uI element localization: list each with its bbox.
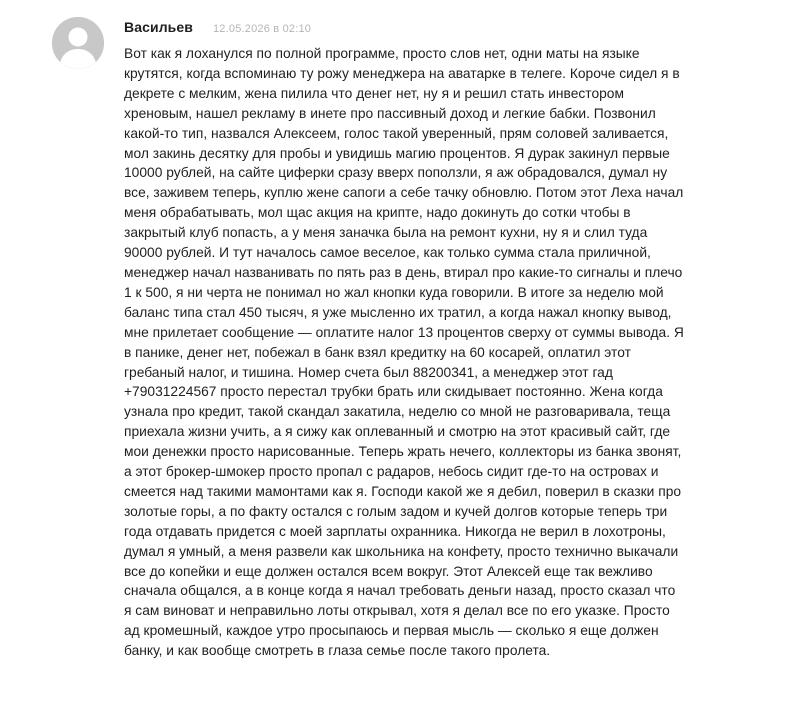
comment-text: Вот как я лоханулся по полной программе, просто слов нет, одни маты на языке крутятся, когда вспоминаю ту рожу менеджера на аватарке в телеге. Короче сидел я в декрете с мелким, жена пилила что денег нет, ну я и решил стать инвестором хреновым, нашел рекламу в инете про пассивный доход и легкие бабки. Позвонил какой-то тип, назвался Алексеем, голос такой уверенный, прям соловей заливается, мол закинь десятку для пробы и увидишь магию процентов. Я дурак закинул первые 10000 рублей, на сайте циферки сразу вверх поползли, я аж обрадовался, думал ну все, заживем теперь, куплю жене сапоги а себе тачку обновлю. Потом этот Леха начал меня обрабатывать, мол щас акция на крипте, надо докинуть до сотки чтобы в закрытый клуб попасть, а у меня заначка была на ремонт кухни, ну я и слил туда 90000 рублей. И тут началось самое веселое, как только сумма стала приличной, менеджер начал названивать по пять раз в день, втирал про какие-то сигналы и плечо 1 к 500, я ни черта не понимал но жал кнопки куда говорили. В итоге за неделю мой баланс типа стал 450 тысяч, я уже мысленно их тратил, а когда нажал кнопку вывод, мне прилетает сообщение — оплатите налог 13 процентов сверху от суммы вывода. Я в панике, денег нет, побежал в банк взял кредитку на 60 косарей, оплатил этот гребаный налог, и тишина. Номер счета был 88200341, а менеджер этот гад +79031224567 просто перестал трубки брать или скидывает постоянно. Жена когда узнала про кредит, такой скандал закатила, неделю со мной не разговаривала, теща приехала жизни учить, а я сижу как оплеванный и смотрю на этот красивый сайт, где мои денежки просто нарисованные. Теперь жрать нечего, коллекторы из банка звонят, а этот брокер-шмокер просто пропал с радаров, небось сидит где-то на островах и смеется над такими мамонтами как я. Господи какой же я дебил, поверил в сказки про золотые горы, а по факту остался с голым задом и кучей долгов которые теперь три года отдавать придется с моей зарплаты охранника. Никогда не верил в лохотроны, думал я умный, а меня развели как школьника на конфету, просто технично выкачали все до копейки и еще должен остался всем вокруг. Этот Алексей еще так вежливо сначала общался, а в конце когда я начал требовать деньги назад, просто сказал что я сам виноват и неправильно лоты открывал, хотя я делал все по его указке. Просто ад кромешный, каждое утро просыпаюсь и первая мысль — сколько я еще должен банку, и как вообще смотреть в глаза семье после такого пролета.	[124, 46, 684, 659]
comment-header	[124, 19, 311, 35]
comment-date[interactable]: 12.05.2026 в 02:10	[212, 23, 312, 35]
comment-author[interactable]: Васильев	[124, 19, 193, 35]
default-user-avatar-icon	[52, 17, 104, 69]
avatar[interactable]	[52, 17, 104, 69]
